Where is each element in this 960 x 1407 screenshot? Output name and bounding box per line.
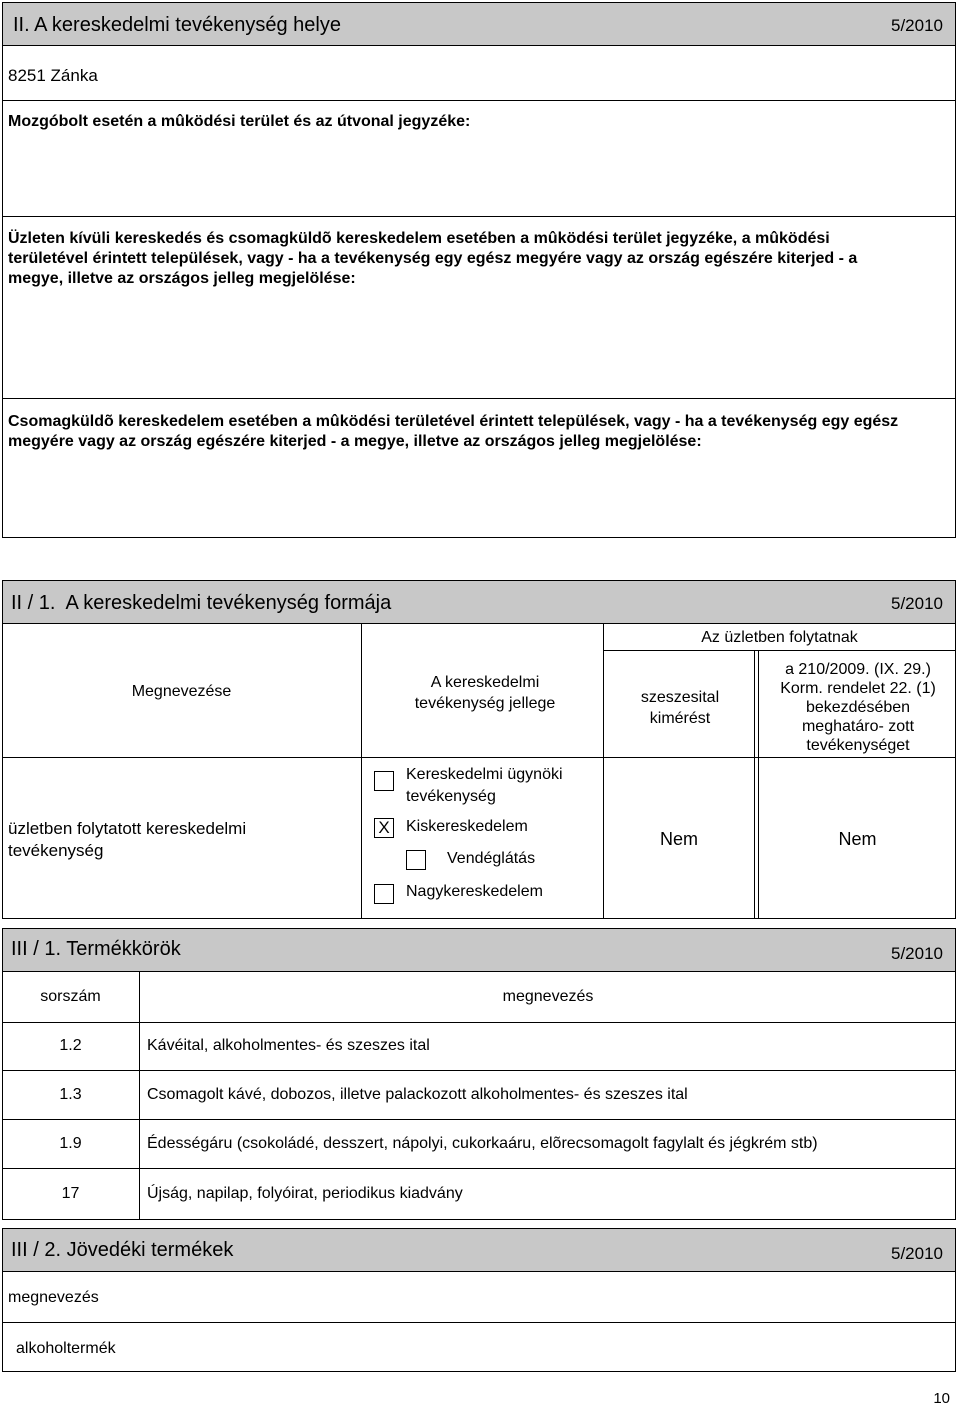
section-3-2-prefix: III / 2. xyxy=(11,1239,62,1261)
col-number-header: sorszám xyxy=(40,988,101,1005)
section-2-header xyxy=(2,2,956,46)
product-number: 17 xyxy=(61,1185,80,1202)
catering-checkbox[interactable] xyxy=(406,850,426,870)
divider xyxy=(2,100,956,101)
section-2-1-prefix: II / 1. xyxy=(11,592,56,614)
product-number: 1.9 xyxy=(59,1135,82,1152)
section-3-2-title: Jövedéki termékek xyxy=(66,1239,234,1261)
row-name: üzletben folytatott kereskedelmi tevékenység xyxy=(8,819,247,860)
product-name: Újság, napilap, folyóirat, periodikus kiadvány xyxy=(147,1185,463,1202)
divider xyxy=(603,650,956,651)
divider xyxy=(361,624,362,919)
section-3-1-code: 5/2010 xyxy=(891,944,943,963)
section-2-title: II. A kereskedelmi tevékenység helye xyxy=(13,14,341,36)
divider xyxy=(754,650,755,919)
col-name-header: Megnevezése xyxy=(131,683,232,700)
retail-checkbox[interactable]: X xyxy=(374,818,394,838)
section-2-1-header xyxy=(2,580,956,624)
divider xyxy=(2,1168,956,1169)
divider xyxy=(2,1022,956,1023)
section-3-2-header xyxy=(2,1228,956,1272)
section-3-2-code: 5/2010 xyxy=(891,1244,943,1263)
decree-value: Nem xyxy=(838,829,877,849)
divider xyxy=(758,650,759,919)
section-2-1-title: A kereskedelmi tevékenység formája xyxy=(65,592,392,614)
col-excise-header: megnevezés xyxy=(8,1289,99,1306)
section-3-1-header xyxy=(2,928,956,972)
retail-option-label: Kiskereskedelem xyxy=(406,818,528,835)
agent-checkbox[interactable] xyxy=(374,771,394,791)
col-decree-header: a 210/2009. (IX. 29.) Korm. rendelet 22. (1) bekezdésében meghatáro- zott tevékenységet xyxy=(780,661,936,754)
divider xyxy=(2,1322,956,1323)
product-number: 1.2 xyxy=(59,1037,82,1054)
agent-option-label: Kereskedelmi ügynöki tevékenység xyxy=(406,766,563,805)
mobile-shop-label: Mozgóbolt esetén a mûködési terület és az útvonal jegyzéke: xyxy=(8,113,471,130)
excise-item: alkoholtermék xyxy=(16,1340,116,1357)
product-number: 1.3 xyxy=(59,1086,82,1103)
catering-option-label: Vendéglátás xyxy=(447,850,536,867)
product-name: Csomagolt kávé, dobozos, illetve palackozott alkoholmentes- és szeszes ital xyxy=(147,1086,688,1103)
col-group-header: Az üzletben folytatnak xyxy=(701,629,858,646)
divider xyxy=(139,972,140,1220)
divider xyxy=(2,1119,956,1120)
product-name: Kávéital, alkoholmentes- és szeszes ital xyxy=(147,1037,430,1054)
alcohol-value: Nem xyxy=(659,829,698,849)
section-2-code: 5/2010 xyxy=(891,16,943,35)
divider xyxy=(2,216,956,217)
section-2-1-code: 5/2010 xyxy=(891,594,943,613)
divider xyxy=(2,1070,956,1071)
section-3-1-title: Termékkörök xyxy=(66,938,181,960)
divider xyxy=(2,757,956,758)
outside-trade-label: Üzleten kívüli kereskedés és csomagküldõ kereskedelem esetében a mûködési terület jegyzéke, a mûködési területével érintett települések, vagy - ha a tevékenység egy egész megyére vagy az ország egészére kiterjed - a megye, illetve az országos jelleg megjelölése: xyxy=(8,230,858,287)
col-alcohol-header: szeszesital kimérést xyxy=(640,689,720,727)
section-3-1-prefix: III / 1. xyxy=(11,938,62,960)
col-character-header: A kereskedelmi tevékenység jellege xyxy=(414,674,556,712)
wholesale-option-label: Nagykereskedelem xyxy=(406,883,543,900)
col-product-header: megnevezés xyxy=(502,988,594,1005)
location-value: 8251 Zánka xyxy=(8,66,98,85)
wholesale-checkbox[interactable] xyxy=(374,884,394,904)
divider xyxy=(2,398,956,399)
mail-order-label: Csomagküldõ kereskedelem esetében a mûködési területével érintett települések, vagy - ha a tevékenység egy egész megyére vagy az ország egészére kiterjed - a megye, illetve az országos jelleg megjelölése: xyxy=(8,413,899,450)
divider xyxy=(603,624,604,919)
product-name: Édességáru (csokoládé, desszert, nápolyi, cukorkaáru, elõrecsomagolt fagylalt és jégkrém stb) xyxy=(147,1135,818,1152)
page-number: 10 xyxy=(933,1390,950,1407)
